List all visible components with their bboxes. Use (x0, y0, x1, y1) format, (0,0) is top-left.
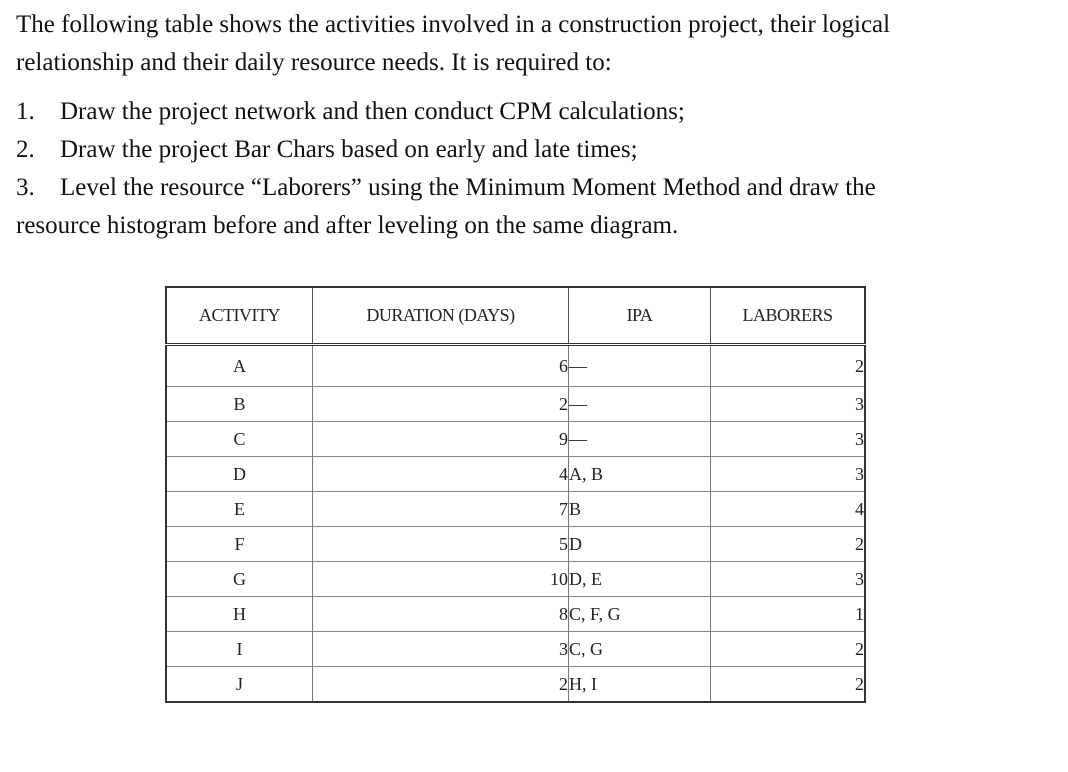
cell-ipa: D, E (569, 562, 711, 597)
header-ipa: IPA (569, 287, 711, 345)
cell-laborers: 3 (711, 457, 866, 492)
table-row (166, 492, 865, 527)
cell-activity: J (166, 667, 313, 703)
cell-laborers: 3 (711, 387, 866, 422)
table-row (166, 632, 865, 667)
intro-paragraph (16, 6, 1056, 82)
cell-duration: 7 (313, 492, 569, 527)
cell-ipa: C, G (569, 632, 711, 667)
cell-activity: I (166, 632, 313, 667)
cell-duration: 3 (313, 632, 569, 667)
task-item-1 (16, 93, 1056, 131)
activity-table-container (165, 286, 866, 703)
cell-activity: E (166, 492, 313, 527)
table-row (166, 422, 865, 457)
task-list (16, 93, 1056, 245)
intro-line-2: relationship and their daily resource needs. It is required to: (16, 49, 612, 76)
cell-laborers: 2 (711, 667, 866, 703)
cell-ipa: — (569, 387, 711, 422)
cell-activity: B (166, 387, 313, 422)
task-text: Draw the project Bar Chars based on early and late times; (60, 136, 638, 163)
cell-duration: 4 (313, 457, 569, 492)
cell-duration: 9 (313, 422, 569, 457)
task-item-3-continuation: resource histogram before and after leveling on the same diagram. (16, 212, 679, 239)
cell-activity: C (166, 422, 313, 457)
table-row (166, 387, 865, 422)
cell-duration: 5 (313, 527, 569, 562)
cell-ipa: — (569, 422, 711, 457)
intro-line-1: The following table shows the activities involved in a construction project, their logical (16, 11, 891, 38)
cell-duration: 2 (313, 387, 569, 422)
table-row (166, 597, 865, 632)
table-row (166, 667, 865, 703)
header-duration: DURATION (DAYS) (313, 287, 569, 345)
header-activity: ACTIVITY (166, 287, 313, 345)
cell-duration: 10 (313, 562, 569, 597)
task-item-3 (16, 169, 1056, 207)
cell-laborers: 2 (711, 632, 866, 667)
table-row (166, 457, 865, 492)
cell-duration: 8 (313, 597, 569, 632)
cell-activity: D (166, 457, 313, 492)
cell-ipa: D (569, 527, 711, 562)
task-number: 1. (16, 98, 35, 125)
cell-ipa: H, I (569, 667, 711, 703)
cell-duration: 6 (313, 345, 569, 387)
cell-laborers: 2 (711, 527, 866, 562)
table-row (166, 562, 865, 597)
cell-activity: H (166, 597, 313, 632)
task-text: Level the resource “Laborers” using the Minimum Moment Method and draw the (60, 174, 876, 201)
cell-activity: F (166, 527, 313, 562)
cell-ipa: B (569, 492, 711, 527)
table-row (166, 345, 865, 387)
table-header-row (166, 287, 865, 345)
table-body (166, 345, 865, 703)
cell-activity: A (166, 345, 313, 387)
task-item-2 (16, 131, 1056, 169)
activity-table (165, 286, 866, 703)
cell-laborers: 2 (711, 345, 866, 387)
cell-ipa: A, B (569, 457, 711, 492)
cell-laborers: 3 (711, 562, 866, 597)
cell-ipa: — (569, 345, 711, 387)
cell-laborers: 3 (711, 422, 866, 457)
task-number: 3. (16, 174, 35, 201)
cell-laborers: 4 (711, 492, 866, 527)
cell-activity: G (166, 562, 313, 597)
cell-duration: 2 (313, 667, 569, 703)
table-row (166, 527, 865, 562)
task-text: Draw the project network and then conduct CPM calculations; (60, 98, 685, 125)
header-laborers: LABORERS (711, 287, 866, 345)
cell-ipa: C, F, G (569, 597, 711, 632)
cell-laborers: 1 (711, 597, 866, 632)
task-number: 2. (16, 136, 35, 163)
